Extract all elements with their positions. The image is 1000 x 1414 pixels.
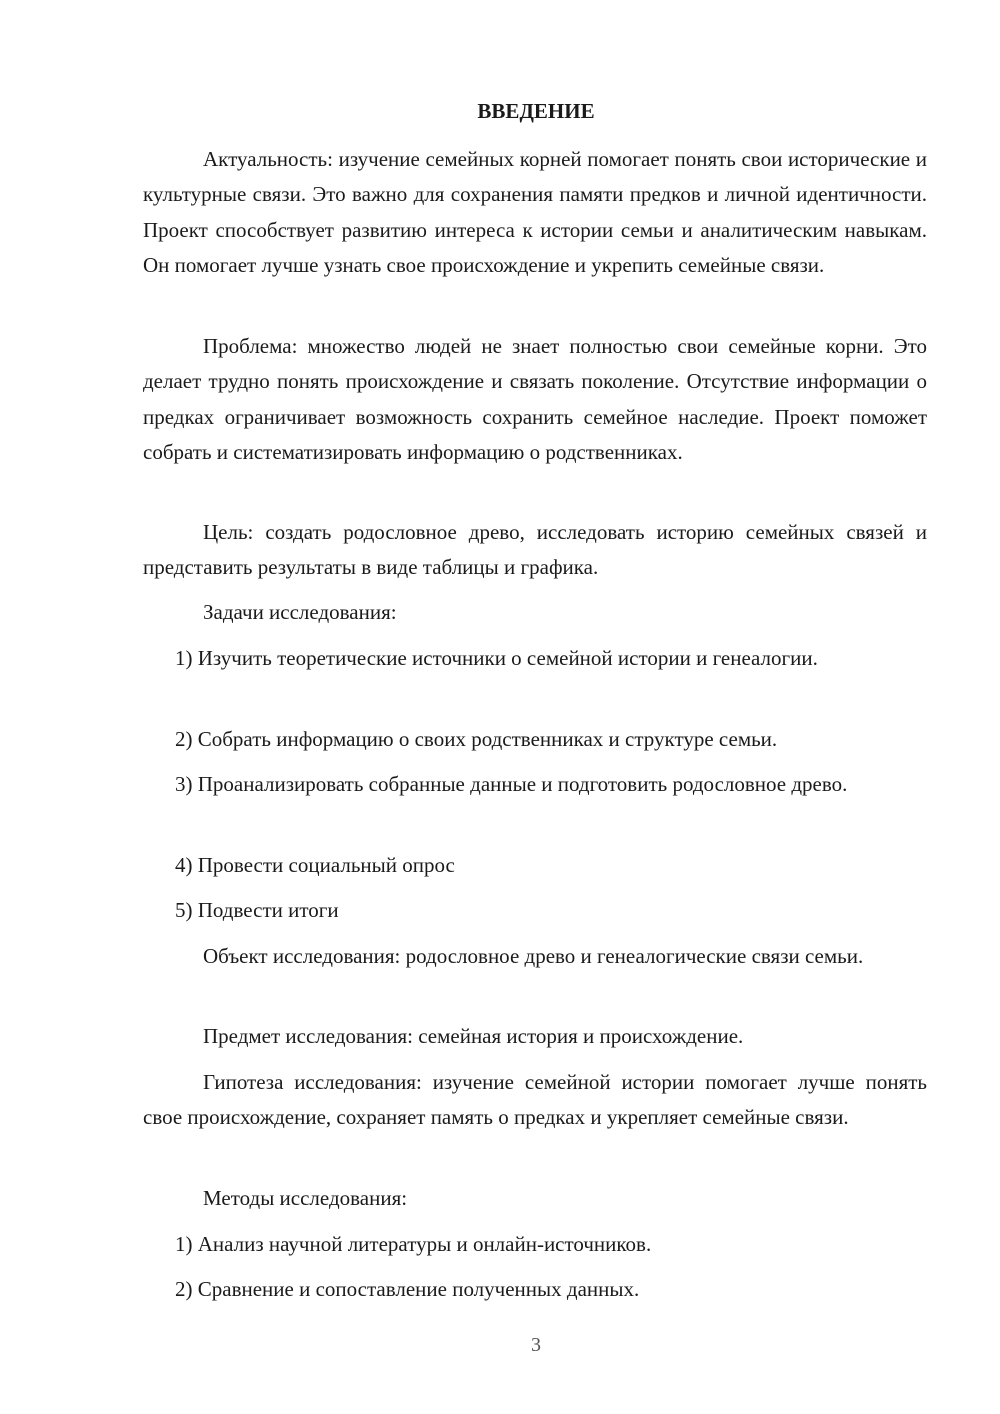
task-item-5: 5) Подвести итоги [175,898,339,922]
task-item-4: 4) Провести социальный опрос [175,853,455,877]
tasks-heading: Задачи исследования: [203,600,397,624]
section-title: ВВЕДЕНИЕ [477,99,595,123]
task-item-2: 2) Собрать информацию о своих родственниках и структуре семьи. [175,727,778,751]
goal-paragraph: Цель: создать родословное древо, исследовать историю семейных связей и представить результаты в виде таблицы и графика. [143,520,927,580]
task-item-3: 3) Проанализировать собранные данные и подготовить родословное древо. [175,772,848,796]
method-item-2: 2) Сравнение и сопоставление полученных данных. [175,1277,640,1301]
methods-heading: Методы исследования: [203,1186,408,1210]
relevance-paragraph: Актуальность: изучение семейных корней помогает понять свои исторические и культурные связи. Это важно для сохранения памяти предков и личной идентичности. Проект способствует развитию интереса к истории семьи и аналитическим навыкам. Он помогает лучше узнать свое происхождение и укрепить семейные связи. [143,147,927,277]
task-item-1: 1) Изучить теоретические источники о семейной истории и генеалогии. [175,646,818,670]
hypothesis-paragraph: Гипотеза исследования: изучение семейной истории помогает лучше понять свое происхождение, сохраняет память о предках и укрепляет семейные связи. [143,1070,927,1130]
problem-paragraph: Проблема: множество людей не знает полностью свои семейные корни. Это делает трудно понять происхождение и связать поколение. Отсутствие информации о предках ограничивает возможность сохранить семейное наследие. Проект поможет собрать и систематизировать информацию о родственниках. [143,334,927,464]
subject-paragraph: Предмет исследования: семейная история и происхождение. [203,1024,744,1048]
object-paragraph: Объект исследования: родословное древо и генеалогические связи семьи. [203,944,864,968]
method-item-1: 1) Анализ научной литературы и онлайн-источников. [175,1232,652,1256]
page-number: 3 [531,1334,541,1356]
